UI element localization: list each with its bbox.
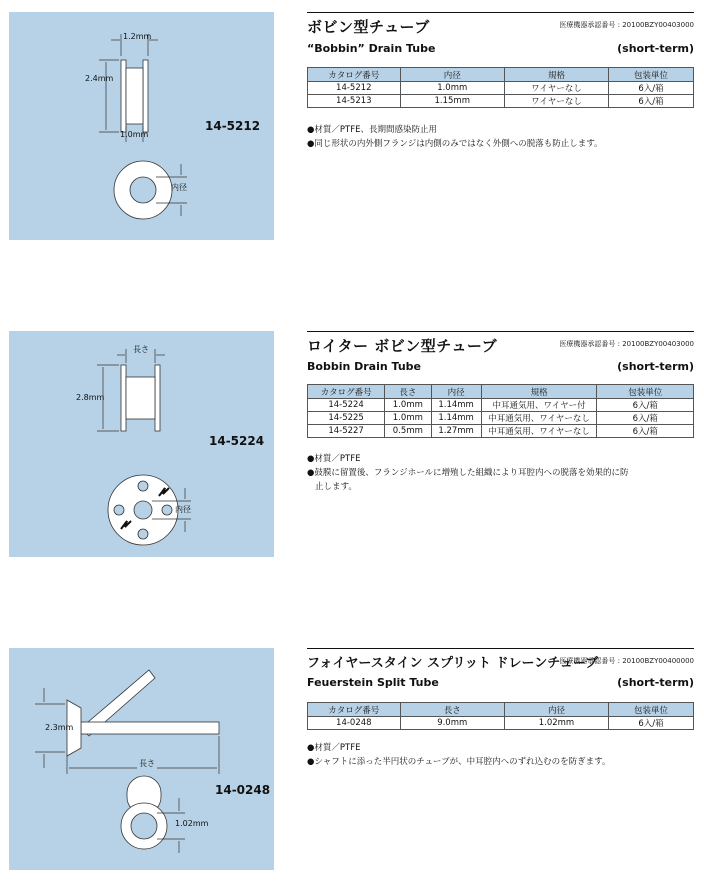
col-header: 内径 <box>400 68 504 82</box>
table-cell: 14-5227 <box>308 425 385 438</box>
col-header: 内径 <box>431 385 481 399</box>
col-header: 規格 <box>504 68 608 82</box>
product-panel-14-5212 <box>9 12 274 240</box>
header-rule <box>307 12 694 13</box>
dim-width-label: 1.2mm <box>123 32 152 41</box>
table-header-row <box>308 68 694 82</box>
table-cell: 1.0mm <box>400 82 504 95</box>
note-line: 止します。 <box>315 482 357 492</box>
table-cell: 14-5213 <box>308 95 401 108</box>
table-cell: 1.15mm <box>400 95 504 108</box>
table-row <box>308 95 694 108</box>
table-cell: 1.27mm <box>431 425 481 438</box>
title-en: Feuerstein Split Tube <box>307 676 439 689</box>
col-header: 包装単位 <box>609 68 694 82</box>
table-cell: 6入/箱 <box>597 425 694 438</box>
title-jp: ロイター ボビン型チューブ <box>307 337 498 355</box>
notes <box>307 452 629 494</box>
dim-height-label: 2.3mm <box>45 723 74 732</box>
note-line: ●材質／PTFE、長期間感染防止用 <box>307 125 437 135</box>
section-feuerstein-split-tube <box>307 648 694 778</box>
col-header: 規格 <box>481 385 597 399</box>
dim-length-label: 長さ <box>139 759 155 768</box>
title-en: “Bobbin” Drain Tube <box>307 42 436 55</box>
title-jp: フォイヤースタイン スプリット ドレーンチューブ <box>307 656 599 671</box>
table-cell: 14-5225 <box>308 412 385 425</box>
col-header: 包装単位 <box>597 385 694 399</box>
table-row <box>308 425 694 438</box>
header-rule <box>307 648 694 649</box>
section-reuter-bobbin-tube <box>307 331 694 501</box>
product-code: 14-5224 <box>209 434 265 448</box>
table-cell: ワイヤーなし <box>504 95 608 108</box>
table-cell: 1.02mm <box>504 717 608 730</box>
table-cell: ワイヤーなし <box>504 82 608 95</box>
table-cell: 1.14mm <box>431 412 481 425</box>
table-header-row <box>308 703 694 717</box>
col-header: カタログ番号 <box>308 385 385 399</box>
table-row <box>308 412 694 425</box>
dim-inner-label: 内径 <box>175 505 191 514</box>
col-header: 内径 <box>504 703 608 717</box>
notes <box>307 741 610 769</box>
title-jp: ボビン型チューブ <box>307 18 430 36</box>
dim-height-label: 2.4mm <box>85 74 114 83</box>
approval-number: 医療機器承認番号 : 20100BZY00403000 <box>559 340 694 348</box>
spec-table <box>307 67 694 108</box>
note-line: ●同じ形状の内外側フランジは内側のみではなく外側への脱落も防止します。 <box>307 139 603 149</box>
note-line: ●材質／PTFE <box>307 743 361 753</box>
section-bobbin-tube <box>307 12 694 152</box>
title-en: Bobbin Drain Tube <box>307 360 421 373</box>
product-panel-14-5224 <box>9 331 274 557</box>
table-row <box>308 717 694 730</box>
term-label: (short-term) <box>617 360 694 373</box>
table-row <box>308 399 694 412</box>
note-line: ●材質／PTFE <box>307 454 361 464</box>
header-rule <box>307 331 694 332</box>
col-header: 包装単位 <box>609 703 694 717</box>
dim-length-label: 長さ <box>133 345 149 354</box>
table-cell: 6入/箱 <box>597 412 694 425</box>
spec-table <box>307 702 694 730</box>
table-cell: 1.14mm <box>431 399 481 412</box>
col-header: 長さ <box>400 703 504 717</box>
table-cell: 6入/箱 <box>609 82 694 95</box>
term-label: (short-term) <box>617 42 694 55</box>
dim-inner-label: 1.02mm <box>175 819 209 828</box>
table-cell: 14-0248 <box>308 717 401 730</box>
table-cell: 中耳通気用、ワイヤー付 <box>481 399 597 412</box>
spec-table <box>307 384 694 438</box>
table-cell: 1.0mm <box>385 399 431 412</box>
table-cell: 中耳通気用、ワイヤーなし <box>481 425 597 438</box>
table-cell: 14-5224 <box>308 399 385 412</box>
col-header: カタログ番号 <box>308 703 401 717</box>
table-cell: 中耳通気用、ワイヤーなし <box>481 412 597 425</box>
table-cell: 9.0mm <box>400 717 504 730</box>
table-cell: 14-5212 <box>308 82 401 95</box>
col-header: 長さ <box>385 385 431 399</box>
approval-number: 医療機器承認番号 : 20100BZY00400000 <box>559 657 694 665</box>
product-code: 14-5212 <box>205 119 261 133</box>
table-cell: 6入/箱 <box>597 399 694 412</box>
table-header-row <box>308 385 694 399</box>
notes <box>307 123 603 151</box>
product-code: 14-0248 <box>215 783 271 797</box>
note-line: ●鼓膜に留置後、フランジホールに増殖した組織により耳腔内への脱落を効果的に防 <box>307 468 629 478</box>
term-label: (short-term) <box>617 676 694 689</box>
dim-height-label: 2.8mm <box>76 393 105 402</box>
table-row <box>308 82 694 95</box>
approval-number: 医療機器承認番号 : 20100BZY00403000 <box>559 21 694 29</box>
product-panel-14-0248 <box>9 648 274 870</box>
dim-base-label: 1.0mm <box>120 130 149 139</box>
table-cell: 6入/箱 <box>609 95 694 108</box>
col-header: カタログ番号 <box>308 68 401 82</box>
table-cell: 0.5mm <box>385 425 431 438</box>
table-cell: 1.0mm <box>385 412 431 425</box>
table-cell: 6入/箱 <box>609 717 694 730</box>
dim-inner-label: 内径 <box>171 183 187 192</box>
note-line: ●シャフトに添った半円状のチューブが、中耳腔内へのずれ込むのを防ぎます。 <box>307 757 611 767</box>
